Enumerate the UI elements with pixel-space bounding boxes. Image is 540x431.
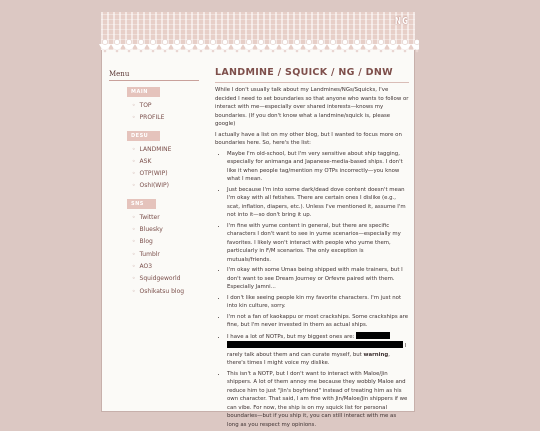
- bullet-icon: ◦: [132, 262, 136, 270]
- bullet-icon: ◦: [132, 226, 136, 234]
- nav-item-otp[interactable]: ◦ OTP(WIP): [132, 170, 168, 178]
- nav-header-main: MAIN: [127, 87, 160, 97]
- bullet-icon: ◦: [132, 238, 136, 246]
- nav-item-bluesky[interactable]: ◦ Bluesky: [132, 226, 163, 234]
- nav-item-twitter[interactable]: ◦ Twitter: [132, 213, 160, 221]
- notp-prefix: I have a lot of NOTPs, but my biggest ones are:: [227, 333, 355, 340]
- nav-item-oshikatsu-blog[interactable]: ◦ Oshikatsu blog: [132, 287, 185, 295]
- intro-paragraph: While I don't usually talk about my Landmines/NGs/Squicks, I've decided I need to set boundaries so that anyone who wants to follow or interact with me—especially over shared interests—knows my boundaries. (If you don't know what a landmine/squick is, please google): [215, 87, 409, 127]
- list-item: • I don't like seeing people kin my favorite characters. I'm just not into kin culture, sorry.: [227, 294, 409, 311]
- nav-header-desu: DESU: [127, 131, 160, 141]
- bullet-icon: ◦: [132, 250, 136, 258]
- bullet-icon: ◦: [132, 157, 136, 165]
- notp-text-2: , there's times I might voice my dislike.: [227, 351, 390, 366]
- list-item-notp: [227, 332, 409, 368]
- page-frame: [101, 12, 415, 428]
- sidebar: [109, 70, 199, 304]
- nav-section-main: [109, 87, 199, 125]
- bullet-icon: ◦: [132, 145, 136, 153]
- page-title: LANDMINE / SQUICK / NG / DNW: [215, 67, 409, 83]
- nav-item-tumblr[interactable]: ◦ Tumblr: [132, 250, 160, 258]
- main-content: [215, 67, 409, 431]
- redacted-block: [227, 341, 403, 348]
- list-item: • I'm okay with some Umas being shipped with male trainers, but I don't want to see Dream Journey or Orfevre paired with them. Especially Jamni...: [227, 266, 409, 292]
- nav-item-landmine[interactable]: ◦ LANDMINE: [132, 145, 172, 153]
- lace-trim-decoration: [99, 38, 419, 60]
- nav-section-sns: [109, 199, 199, 298]
- list-item: • I'm not a fan of kaokappu or most crackships. Some crackships are fine, but I'm never invested in them as actual ships.: [227, 313, 409, 330]
- nav-item-ask[interactable]: ◦ ASK: [132, 157, 152, 165]
- site-logo[interactable]: NG: [394, 16, 409, 27]
- nav-item-profile[interactable]: ◦ PROFILE: [132, 114, 165, 122]
- redacted-block: [356, 332, 390, 339]
- nav-header-sns: SNS: [127, 199, 156, 209]
- nav-item-blog[interactable]: ◦ Blog: [132, 238, 153, 246]
- list-item: • Just because I'm into some dark/dead dove content doesn't mean I'm okay with all fetishes. There are certain ones I dislike (e.g., scat, inflation, diapers, etc.). Unless I've mentioned it, assume I'm not into it—so don't bring it up.: [227, 186, 409, 220]
- menu-title: Menu: [109, 70, 199, 81]
- bullet-icon: ◦: [132, 182, 136, 190]
- bullet-icon: ◦: [132, 275, 136, 283]
- bullet-icon: ◦: [132, 170, 136, 178]
- warning-label: warning: [363, 351, 389, 358]
- notp-text: I rarely talk about them and can curate myself, but: [227, 343, 407, 358]
- list-item: • This isn't a NOTP, but I don't want to interact with Maloe/Jin shippers. A lot of them annoy me because they wobbly Maloe and reduce him to just "Jin's boyfriend" instead of treating him as his own character. That said, I am fine with Jin/Maloe/Jin shippers if we can vibe. For now, the ship is on my squick list for personal boundaries—but if you ship it, you can still interact with me as long as you respect my opinions.: [227, 370, 409, 430]
- nav-section-desu: [109, 131, 199, 193]
- nav-item-ao3[interactable]: ◦ AO3: [132, 262, 153, 270]
- nav-item-oshi[interactable]: ◦ OshI(WIP): [132, 182, 169, 190]
- bullet-icon: ◦: [132, 213, 136, 221]
- list-item: • I'm fine with yume content in general, but there are specific characters I don't want to see in yume scenarios—especially my favorites. I likely won't interact with people who yume them, particularly in F/M scenarios. The only exception is mutuals/friends.: [227, 222, 409, 265]
- bullet-icon: ◦: [132, 287, 136, 295]
- intro-paragraph-2: I actually have a list on my other blog, but I wanted to focus more on boundaries here. So, here's the list:: [215, 131, 402, 146]
- bullet-icon: ◦: [132, 114, 136, 122]
- nav-item-squidgeworld[interactable]: ◦ Squidgeworld: [132, 275, 181, 283]
- list-item: • Maybe I'm old-school, but I'm very sensitive about ship tagging, especially for animanga and Japanese-media-based ships. I don't like it when people tag/mention my OTPs incorrectly—you know what I mean.: [227, 150, 409, 184]
- nav-item-top[interactable]: ◦ TOP: [132, 102, 152, 109]
- landmine-list: [215, 150, 409, 430]
- bullet-icon: ◦: [132, 102, 136, 109]
